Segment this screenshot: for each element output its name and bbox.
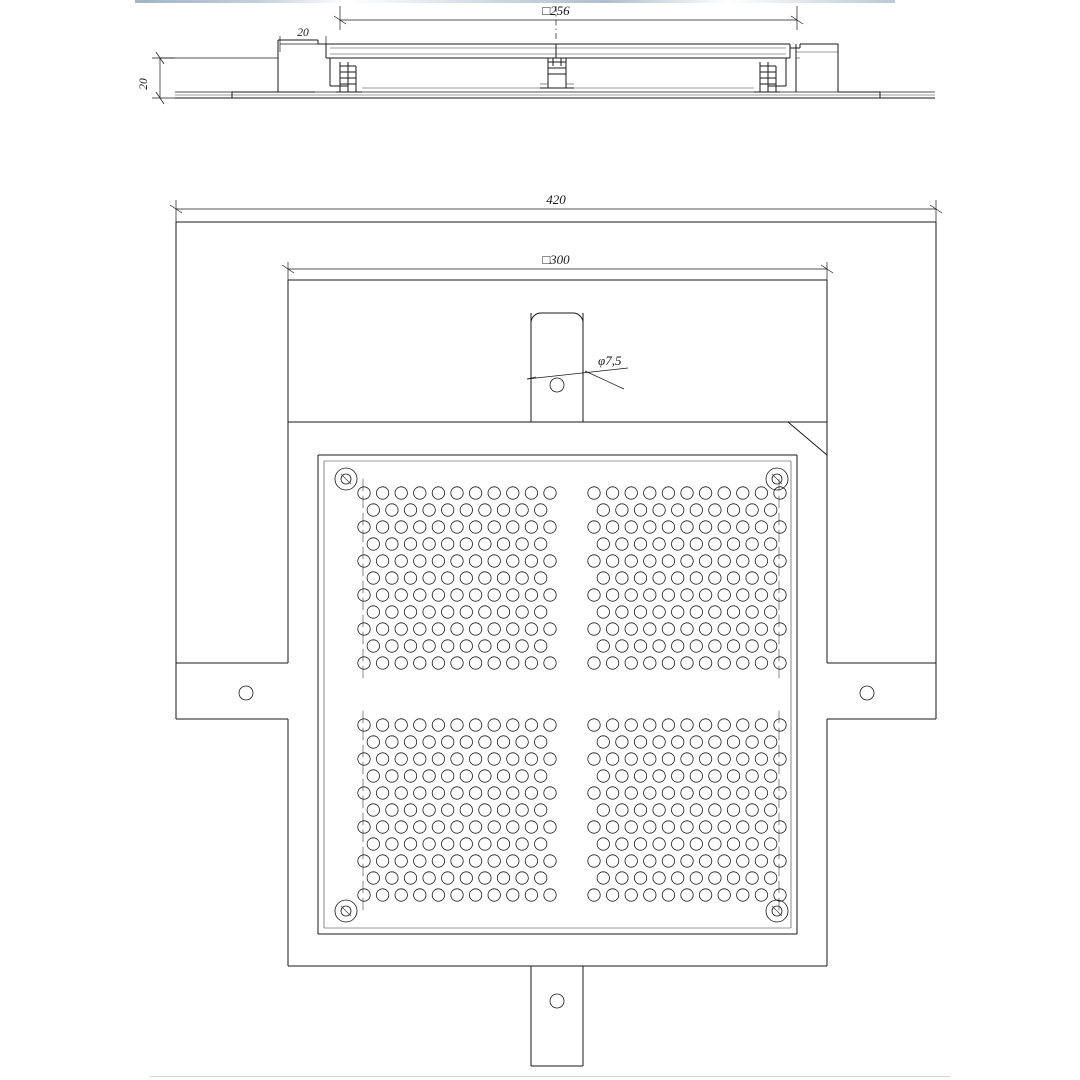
corner-screws [335,468,788,922]
section-view [152,6,935,104]
label-grate-size: □300 [542,252,570,267]
label-section-size: □256 [542,3,570,18]
leader-dia-7-5 [527,368,628,389]
label-hole-diameter: φ7,5 [598,353,622,368]
dim-20-height [152,52,278,104]
label-flange-thickness: 20 [297,27,309,39]
label-frame-height: 20 [138,78,150,90]
plan-view [170,200,942,1066]
label-overall-width: 420 [546,192,566,207]
perforation-pattern [358,479,786,910]
